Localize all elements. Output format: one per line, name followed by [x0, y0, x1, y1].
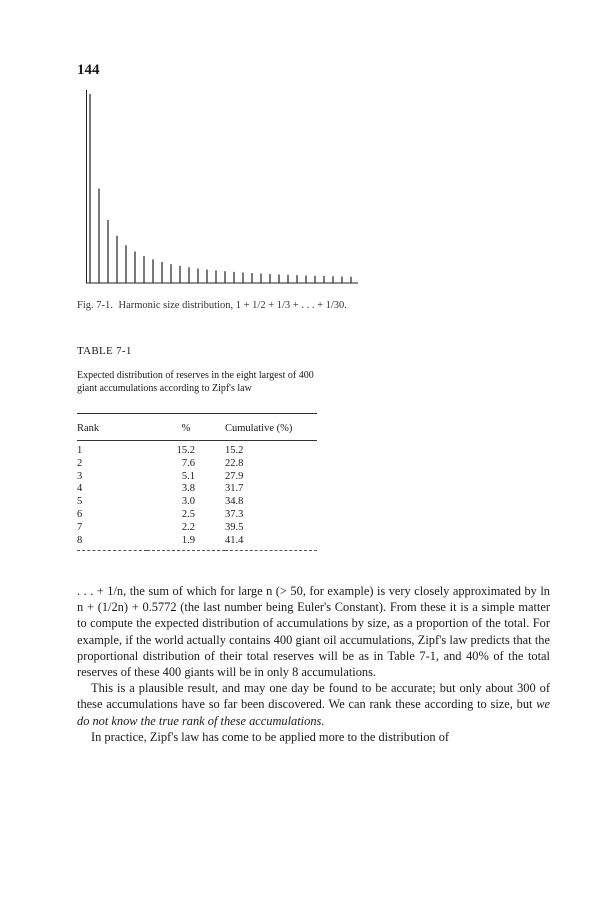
cell-cumulative: 37.3 — [225, 508, 244, 520]
page-number: 144 — [77, 62, 100, 78]
table-title: TABLE 7-1 — [77, 345, 132, 357]
table-row — [77, 496, 317, 509]
figure-caption — [77, 300, 347, 311]
cell-percent: 3.0 — [181, 496, 195, 508]
table-header-row — [77, 414, 317, 441]
cell-percent: 2.5 — [181, 508, 195, 520]
cell-percent: 3.8 — [181, 483, 195, 495]
reserves-table — [77, 413, 317, 551]
table-caption: Expected distribution of reserves in the eight largest of 400 giant accumulations according to Zipf's law — [77, 370, 314, 394]
table-row — [77, 522, 317, 535]
header-rank: Rank — [77, 414, 147, 441]
paragraph-2-emphasis: we do not know the true rank of these accumulations. — [77, 697, 550, 728]
cell-percent: 1.9 — [147, 535, 225, 551]
cell-cumulative: 27.9 — [225, 470, 244, 482]
cell-rank: 3 — [77, 470, 83, 482]
figure-label: Fig. 7-1. — [77, 300, 113, 311]
cell-cumulative: 31.7 — [225, 483, 244, 495]
paragraph-1: . . . + 1/n, the sum of which for large n (> 50, for example) is very closely approximated by ln n + (1/2n) + 0.5772 (the last number being Euler's Constant). From these it is a simple matter to compute the expected distribution of accumulations by size, as a proportion of the total. For example, if the world actually contains 400 giant oil accumulations, Zipf's law predicts that the proportional distribution of their total reserves will be as in Table 7-1, and 40% of the total reserves of these 400 giants will be in only 8 accumulations. — [77, 584, 550, 680]
cell-cumulative: 39.5 — [225, 521, 244, 533]
paragraph-2 — [77, 680, 550, 729]
cell-rank: 5 — [77, 496, 83, 508]
cell-percent: 7.6 — [181, 457, 195, 469]
cell-percent: 2.2 — [181, 521, 195, 533]
cell-rank: 4 — [77, 483, 83, 495]
cell-cumulative: 15.2 — [225, 445, 244, 456]
paragraph-3: In practice, Zipf's law has come to be applied more to the distribution of — [91, 729, 450, 744]
paragraph-2-text: This is a plausible result, and may one day be found to be accurate; but only about 300 of these accumulations have so far been discovered. We can rank these according to size, but — [77, 681, 550, 712]
cell-cumulative: 22.8 — [225, 457, 244, 469]
cell-rank: 2 — [77, 457, 83, 469]
figure-caption-text: Harmonic size distribution, 1 + 1/2 + 1/3 + . . . + 1/30. — [118, 300, 347, 311]
cell-percent: 15.2 — [176, 445, 195, 456]
cell-percent: 5.1 — [181, 470, 195, 482]
header-percent: % — [147, 414, 225, 441]
table-row — [77, 483, 317, 496]
cell-rank: 8 — [77, 535, 147, 551]
cell-rank: 1 — [77, 445, 83, 456]
cell-cumulative: 41.4 — [225, 535, 317, 551]
header-cumulative: Cumulative (%) — [225, 414, 317, 441]
table-row — [77, 535, 317, 551]
body-text — [77, 583, 550, 745]
cell-rank: 7 — [77, 521, 83, 533]
table-row — [77, 509, 317, 522]
table-row — [77, 458, 317, 471]
cell-rank: 6 — [77, 508, 83, 520]
chart-bars — [90, 94, 351, 283]
table-row — [77, 471, 317, 484]
table-row — [77, 441, 317, 458]
harmonic-bar-chart — [86, 90, 358, 286]
cell-cumulative: 34.8 — [225, 496, 244, 508]
